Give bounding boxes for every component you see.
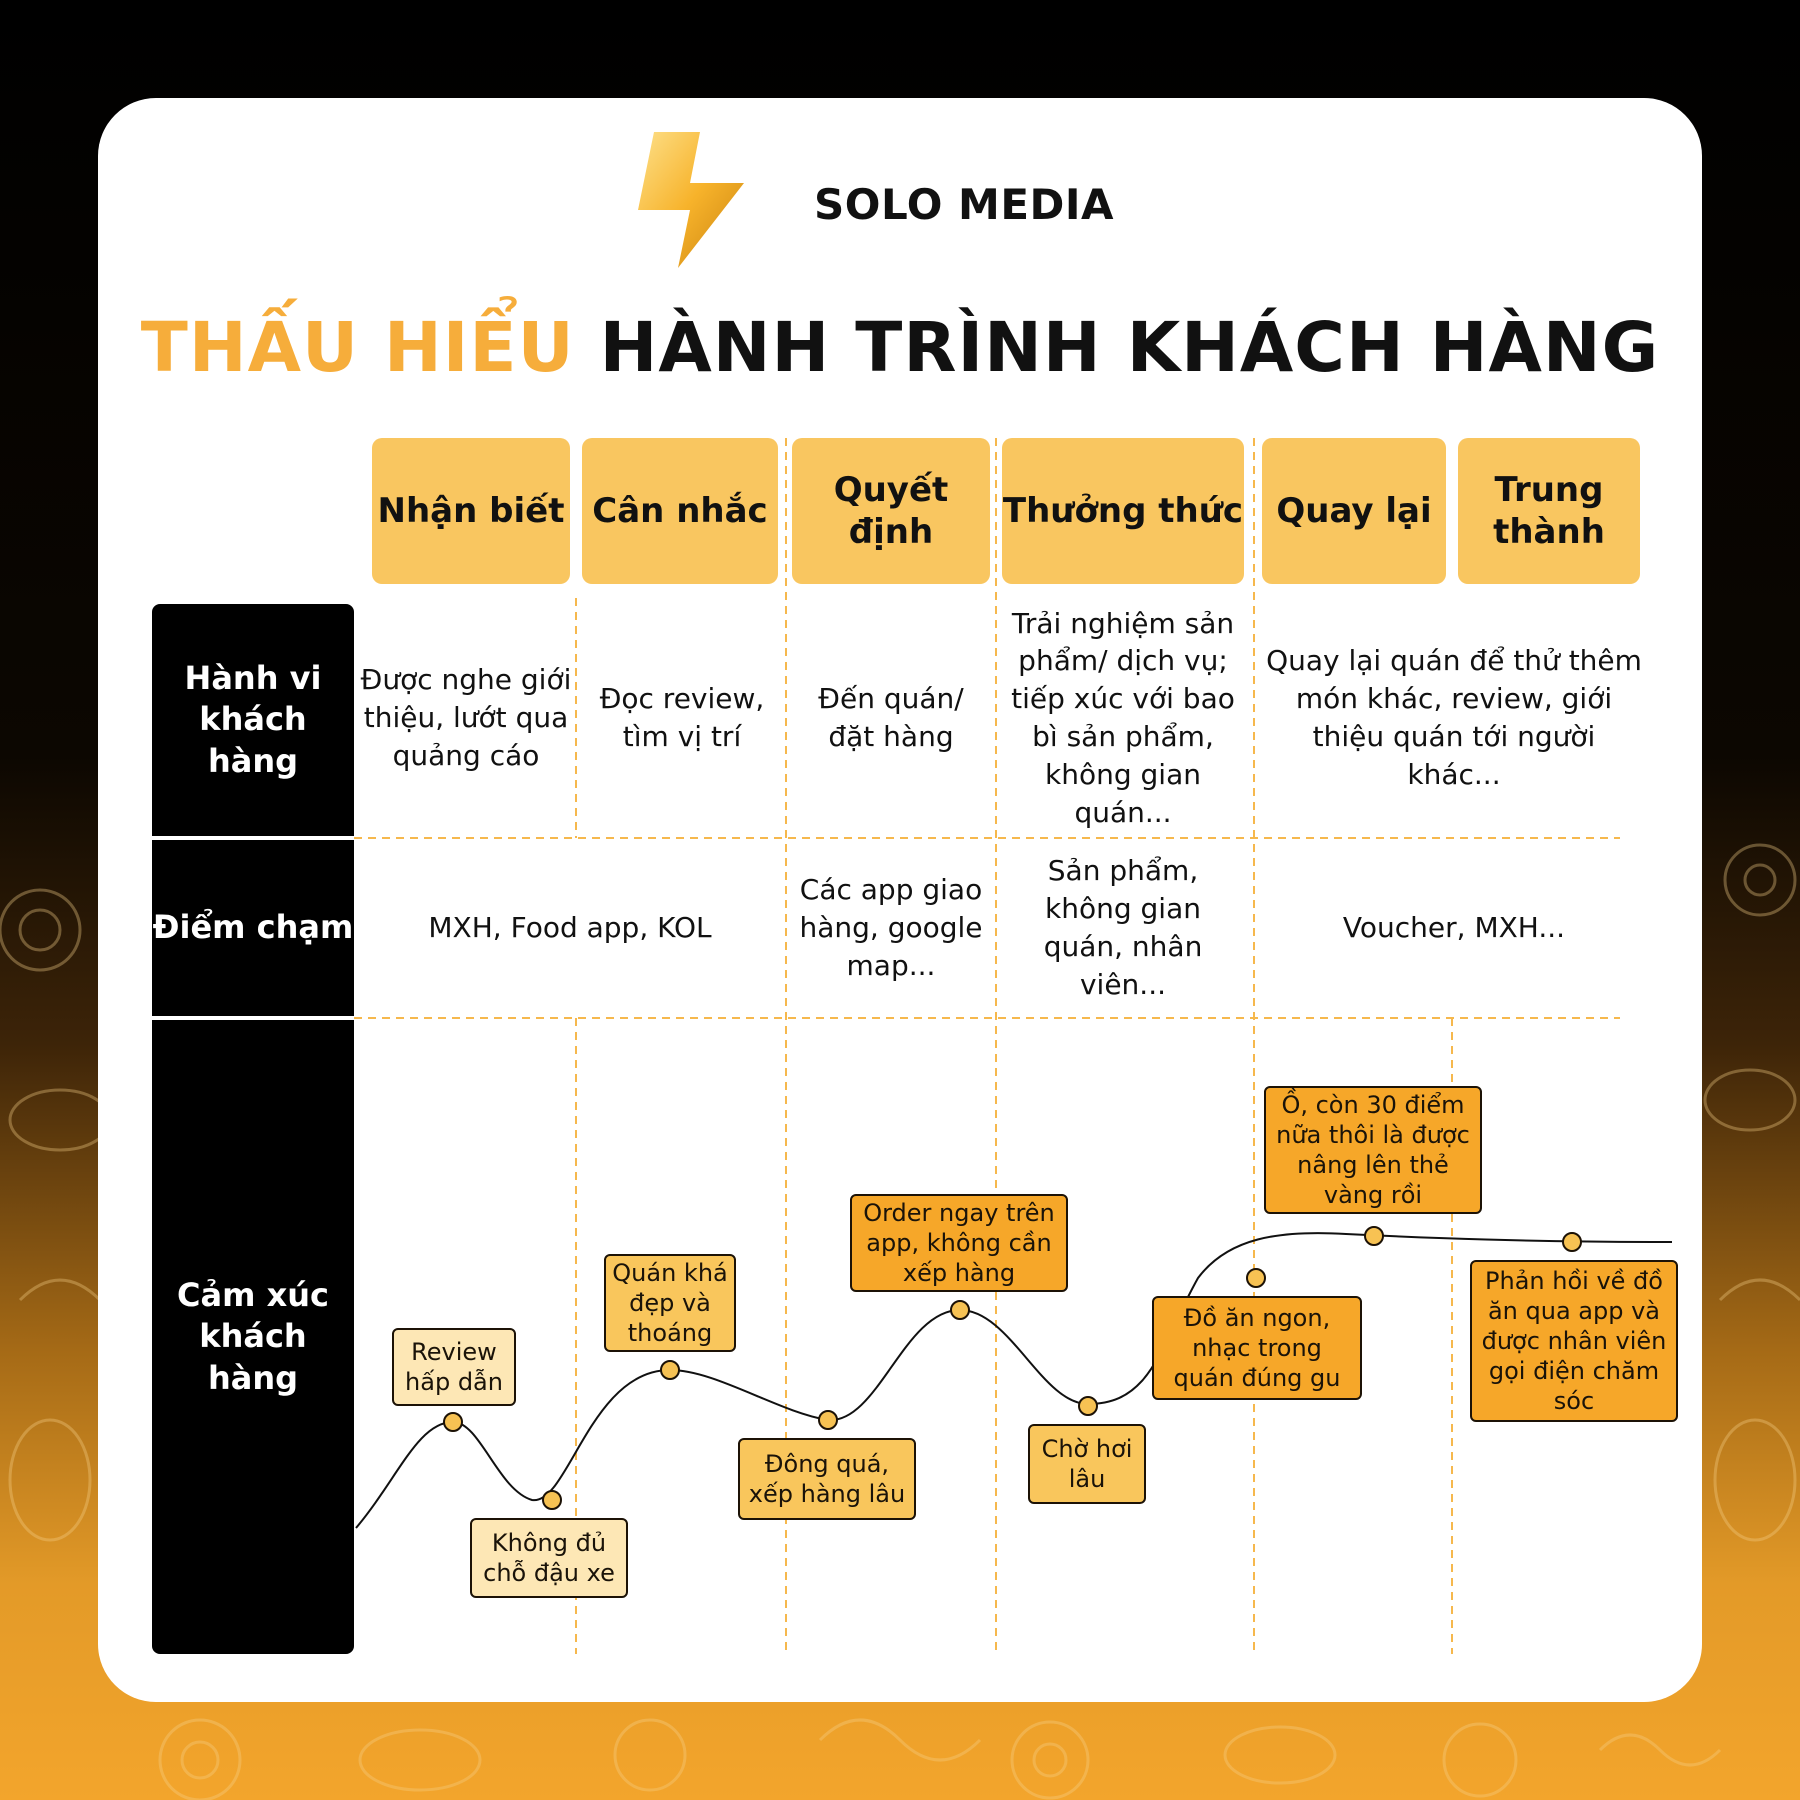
row-label-behavior: Hành vi khách hàng (152, 604, 354, 836)
emotion-point (543, 1491, 561, 1509)
touchpoint-return-loyalty: Voucher, MXH... (1342, 911, 1566, 945)
stage-header-loyalty: Trung thành (1458, 438, 1640, 584)
emotion-note-1: Review hấp dẫn (392, 1328, 516, 1406)
brand-name: SOLO MEDIA (814, 180, 1115, 229)
behavior-enjoyment: Trải nghiệm sản phẩm/ dịch vụ; tiếp xúc với bao bì sản phẩm, không gian quán... (1011, 606, 1235, 829)
emotion-note-7: Đồ ăn ngon, nhạc trong quán đúng gu (1152, 1296, 1362, 1400)
behavior-return-loyalty: Quay lại quán để thử thêm món khác, review, giới thiệu quán tới người khác... (1266, 644, 1642, 791)
stage-header-awareness: Nhận biết (372, 438, 570, 584)
stage-header-consideration: Cân nhắc (582, 438, 778, 584)
emotion-note-4: Đông quá, xếp hàng lâu (738, 1438, 916, 1520)
behavior-consideration: Đọc review, tìm vị trí (599, 682, 765, 753)
emotion-note-3: Quán khá đẹp và thoáng (604, 1254, 736, 1352)
emotion-note-2: Không đủ chỗ đậu xe (470, 1518, 628, 1598)
stage-header-decision: Quyết định (792, 438, 990, 584)
emotion-point (819, 1411, 837, 1429)
row-label-emotion: Cảm xúc khách hàng (152, 1020, 354, 1654)
emotion-point (1365, 1227, 1383, 1245)
emotion-point (444, 1413, 462, 1431)
journey-card (98, 98, 1702, 1702)
emotion-point (951, 1301, 969, 1319)
stage-header-enjoyment: Thưởng thức (1002, 438, 1244, 584)
emotion-point (1247, 1269, 1265, 1287)
stage-header-return: Quay lại (1262, 438, 1446, 584)
touchpoint-decision: Các app giao hàng, google map... (799, 873, 983, 982)
emotion-point (1563, 1233, 1581, 1251)
emotion-note-5: Order ngay trên app, không cần xếp hàng (850, 1194, 1068, 1292)
row-label-touchpoint: Điểm chạm (152, 840, 354, 1016)
emotion-note-8: Ồ, còn 30 điểm nữa thôi là được nâng lên thẻ vàng rồi (1264, 1086, 1482, 1214)
title-highlight: THẤU HIỂU (140, 308, 575, 388)
emotion-point (661, 1361, 679, 1379)
touchpoint-awareness-consideration: MXH, Food app, KOL (428, 911, 712, 945)
emotion-note-6: Chờ hơi lâu (1028, 1424, 1146, 1504)
touchpoint-enjoyment: Sản phẩm, không gian quán, nhân viên... (1043, 854, 1203, 1001)
behavior-decision: Đến quán/ đặt hàng (818, 682, 964, 753)
title-rest: HÀNH TRÌNH KHÁCH HÀNG (599, 308, 1660, 388)
emotion-note-9: Phản hồi về đồ ăn qua app và được nhân viên gọi điện chăm sóc (1470, 1260, 1678, 1422)
emotion-point (1079, 1397, 1097, 1415)
behavior-awareness: Được nghe giới thiệu, lướt qua quảng cáo (360, 663, 572, 772)
